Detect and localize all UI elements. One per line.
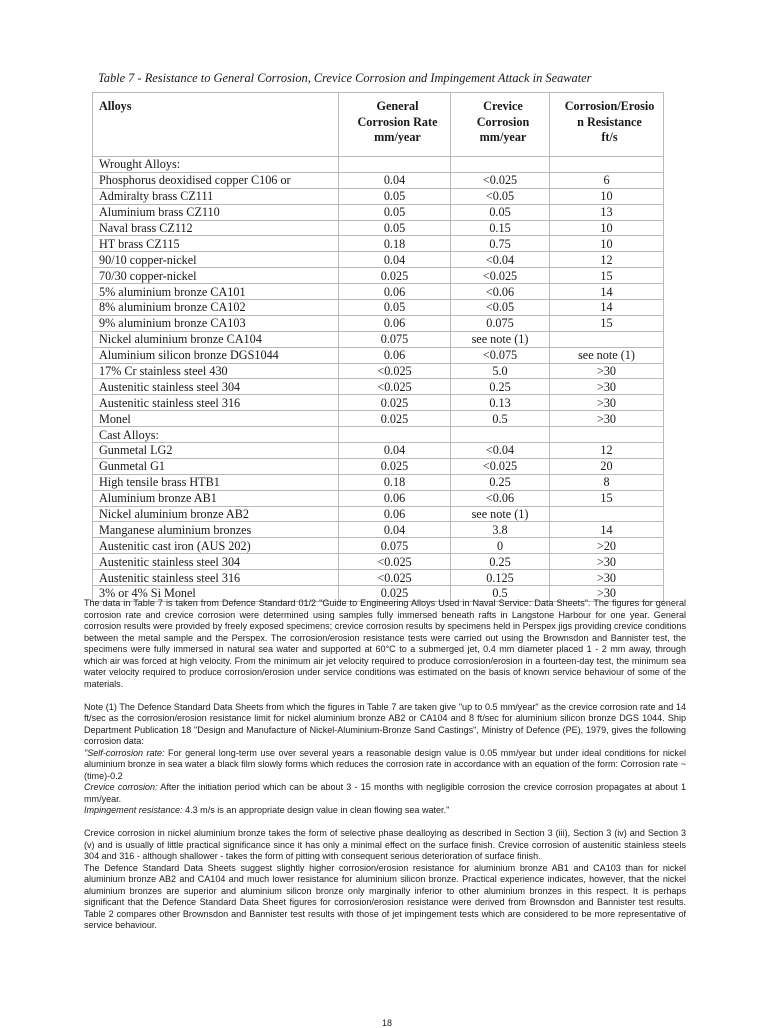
cell-alloy: High tensile brass HTB1 (93, 474, 339, 490)
header-line: n Resistance (577, 114, 642, 129)
table-row (93, 506, 664, 522)
cell-alloy: 70/30 copper-nickel (93, 268, 339, 284)
table-row (93, 347, 664, 363)
cell-crevice-rate (451, 157, 550, 173)
cell-crevice-rate: 0.15 (451, 220, 550, 236)
cell-alloy: Nickel aluminium bronze AB2 (93, 506, 339, 522)
cell-alloy: 5% aluminium bronze CA101 (93, 284, 339, 300)
cell-crevice-rate (451, 427, 550, 443)
cell-general-rate: 0.05 (339, 204, 451, 220)
cell-erosion-resistance: 8 (550, 474, 664, 490)
cell-crevice-rate: <0.04 (451, 443, 550, 459)
cell-crevice-rate: 0.25 (451, 554, 550, 570)
cell-erosion-resistance: see note (1) (550, 347, 664, 363)
cell-crevice-rate: 0.13 (451, 395, 550, 411)
impingement-label: Impingement resistance: (84, 805, 183, 815)
cell-crevice-rate: 0.5 (451, 411, 550, 427)
cell-general-rate: 0.06 (339, 506, 451, 522)
paragraph-erosion-resistance: The Defence Standard Data Sheets suggest slightly higher corrosion/erosion resistance for aluminium bronze AB1 and CA103 than for nickel aluminium bronze AB2 and CA104 and much lower resistance for aluminium silicon bronze. Practical experience indicates, however, that the nickel aluminium bronzes are superior and aluminium silicon bronze only marginally inferior to other aluminium bronzes in this respect. It is perhaps significant that the Defence Standard Data Sheet figures for corrosion/erosion resistance were derived from Brownsdon and Bannister test results. Table 2 compares other Brownsdon and Bannister test results with those of jet impingement tests which are considered to be more representative of service behaviour. (84, 862, 686, 930)
cell-alloy: Gunmetal G1 (93, 458, 339, 474)
cell-alloy: Gunmetal LG2 (93, 443, 339, 459)
table-row (93, 379, 664, 395)
page-number: 18 (382, 1018, 393, 1028)
cell-general-rate (339, 157, 451, 173)
self-corrosion-text: For general long-term use over several years a reasonable design value is 0.05 mm/year but under ideal conditions for nickel aluminium bronze in sea water a black film slowly forms which reduces the corrosion rate in accordance with an equation of the form: Corrosion rate ~ (time)-0.2 (84, 747, 686, 781)
header-erosion-resistance (550, 93, 664, 157)
header-line: ft/s (601, 130, 618, 144)
header-line: Crevice (483, 99, 523, 113)
table-row (93, 570, 664, 586)
cell-general-rate: 0.025 (339, 268, 451, 284)
cell-erosion-resistance: >30 (550, 363, 664, 379)
cell-crevice-rate: <0.04 (451, 252, 550, 268)
cell-erosion-resistance: >30 (550, 411, 664, 427)
cell-general-rate: 0.04 (339, 172, 451, 188)
cell-alloy: 17% Cr stainless steel 430 (93, 363, 339, 379)
cell-crevice-rate: <0.06 (451, 490, 550, 506)
cell-erosion-resistance: >30 (550, 395, 664, 411)
cell-general-rate: 0.05 (339, 188, 451, 204)
cell-erosion-resistance (550, 506, 664, 522)
cell-crevice-rate: see note (1) (451, 506, 550, 522)
paragraph-crevice (84, 782, 686, 805)
cell-general-rate: 0.04 (339, 443, 451, 459)
cell-crevice-rate: 0.075 (451, 315, 550, 331)
header-alloys: Alloys (93, 93, 339, 157)
header-line: General (376, 99, 419, 113)
cell-crevice-rate: 0.5 (451, 586, 550, 602)
cell-erosion-resistance: 14 (550, 522, 664, 538)
crevice-text: After the initiation period which can be about 3 - 15 months with negligible corrosion the crevice corrosion propagates at about 1 mm/year. (84, 782, 687, 804)
cell-erosion-resistance: 10 (550, 220, 664, 236)
cell-crevice-rate: 0 (451, 538, 550, 554)
table-row (93, 538, 664, 554)
table-row (93, 427, 664, 443)
cell-erosion-resistance: 14 (550, 300, 664, 316)
cell-erosion-resistance: >20 (550, 538, 664, 554)
cell-alloy: 90/10 copper-nickel (93, 252, 339, 268)
cell-general-rate: <0.025 (339, 379, 451, 395)
cell-crevice-rate: <0.075 (451, 347, 550, 363)
cell-alloy: Manganese aluminium bronzes (93, 522, 339, 538)
cell-crevice-rate: <0.025 (451, 458, 550, 474)
header-line: mm/year (374, 130, 421, 144)
cell-general-rate: 0.04 (339, 252, 451, 268)
table-row (93, 300, 664, 316)
cell-general-rate: 0.06 (339, 315, 451, 331)
cell-general-rate: 0.025 (339, 411, 451, 427)
table-row (93, 252, 664, 268)
table-caption: Table 7 - Resistance to General Corrosion, Crevice Corrosion and Impingement Attack in Seawater (98, 71, 592, 85)
paragraph-self-corrosion (84, 748, 686, 783)
cell-erosion-resistance: 14 (550, 284, 664, 300)
header-crevice-corrosion (451, 93, 550, 157)
table-row (93, 157, 664, 173)
body-text-block (84, 598, 686, 932)
table-row (93, 188, 664, 204)
table-row (93, 268, 664, 284)
cell-crevice-rate: 0.125 (451, 570, 550, 586)
paragraph-note-intro: Note (1) The Defence Standard Data Sheets from which the figures in Table 7 are taken give "up to 0.5 mm/year" as the crevice corrosion rate and 14 ft/sec as the corrosion/erosion resistance limit for nickel aluminium bronze AB2 or CA104 and 8 ft/sec for aluminium silicon bronze DGS 1044. Ship Department Publication 18 "Design and Manufacture of Nickel-Aluminium-Bronze Sand Castings", Ministry of Defence (PE), 1979, gives the following corrosion data: (84, 701, 686, 746)
cell-erosion-resistance (550, 427, 664, 443)
cell-alloy: Aluminium bronze AB1 (93, 490, 339, 506)
cell-erosion-resistance: >30 (550, 554, 664, 570)
cell-alloy: Wrought Alloys: (93, 157, 339, 173)
table-row (93, 284, 664, 300)
cell-alloy: 8% aluminium bronze CA102 (93, 300, 339, 316)
table-row (93, 172, 664, 188)
table-body (93, 157, 664, 602)
cell-erosion-resistance: 15 (550, 315, 664, 331)
cell-alloy: Aluminium brass CZ110 (93, 204, 339, 220)
cell-general-rate: 0.025 (339, 395, 451, 411)
table-row (93, 458, 664, 474)
header-general-corrosion (339, 93, 451, 157)
cell-erosion-resistance: 10 (550, 188, 664, 204)
cell-erosion-resistance: 10 (550, 236, 664, 252)
cell-general-rate: 0.075 (339, 538, 451, 554)
cell-alloy: Monel (93, 411, 339, 427)
cell-alloy: 9% aluminium bronze CA103 (93, 315, 339, 331)
cell-alloy: Nickel aluminium bronze CA104 (93, 331, 339, 347)
header-line: mm/year (479, 130, 527, 144)
cell-alloy: Naval brass CZ112 (93, 220, 339, 236)
table-row (93, 220, 664, 236)
self-corrosion-label: "Self-corrosion rate: (84, 747, 165, 758)
table-row (93, 236, 664, 252)
cell-general-rate: 0.06 (339, 284, 451, 300)
cell-crevice-rate: 0.75 (451, 236, 550, 252)
cell-general-rate: 0.06 (339, 347, 451, 363)
cell-alloy: Admiralty brass CZ111 (93, 188, 339, 204)
cell-general-rate: 0.05 (339, 220, 451, 236)
cell-alloy: Aluminium silicon bronze DGS1044 (93, 347, 339, 363)
cell-erosion-resistance (550, 157, 664, 173)
header-line: Corrosion (476, 114, 530, 129)
cell-crevice-rate: <0.06 (451, 284, 550, 300)
cell-general-rate: 0.06 (339, 490, 451, 506)
cell-general-rate (339, 427, 451, 443)
table-row (93, 315, 664, 331)
cell-erosion-resistance: 12 (550, 252, 664, 268)
cell-erosion-resistance: 15 (550, 490, 664, 506)
paragraph-crevice-dealloying: Crevice corrosion in nickel aluminium bronze takes the form of selective phase dealloying as described in Section 3 (iii), Section 3 (iv) and Section 3 (v) and is usually of little practical significance since it has only a minimal effect on the surface finish. Crevice corrosion of austenitic stainless steels 304 and 316 - although shallower - takes the form of pitting with consequent serious deterioration of surface finish. (84, 828, 686, 861)
cell-crevice-rate: 5.0 (451, 363, 550, 379)
cell-general-rate: 0.075 (339, 331, 451, 347)
cell-general-rate: 0.18 (339, 236, 451, 252)
impingement-text: 4.3 m/s is an appropriate design value in clean flowing sea water." (182, 805, 450, 815)
paragraph-impingement (84, 805, 686, 817)
table-row (93, 331, 664, 347)
cell-alloy: HT brass CZ115 (93, 236, 339, 252)
cell-general-rate: 0.04 (339, 522, 451, 538)
table-row (93, 554, 664, 570)
cell-crevice-rate: 3.8 (451, 522, 550, 538)
cell-erosion-resistance (550, 331, 664, 347)
cell-crevice-rate: <0.05 (451, 188, 550, 204)
cell-alloy: Austenitic stainless steel 304 (93, 554, 339, 570)
paragraph-data-source: The data in Table 7 is taken from Defence Standard 01/2 "Guide to Engineering Alloys Used in Naval Service: Data Sheets". The figures for general corrosion rate and crevice corrosion were determined using samples fully immersed beneath rafts in Langstone Harbour for one year. General corrosion results were provided by freely exposed specimens; crevice corrosion results by specimens held in Perspex jigs providing crevice conditions between the metal sample and the Perspex. The corrosion/erosion resistance tests were carried out using the Brownsdon and Bannister test, the specimens were fully immersed in natural sea water and supported at 60°C to a submerged jet, 0.4 mm diameter placed 1 - 2 mm away, through which air was forced at high velocity. From the minimum air jet velocity required to produce corrosion/erosion in a fourteen-day test, the minimum sea water velocity required to produce corrosion/erosion under service conditions was estimated on the basis of known service behaviour of some of the materials. (84, 598, 686, 689)
cell-alloy: Phosphorus deoxidised copper C106 or (93, 172, 339, 188)
table-row (93, 411, 664, 427)
cell-general-rate: 0.025 (339, 586, 451, 602)
table-row (93, 443, 664, 459)
cell-general-rate: <0.025 (339, 363, 451, 379)
corrosion-table (92, 92, 664, 602)
cell-crevice-rate: <0.05 (451, 300, 550, 316)
cell-erosion-resistance: >30 (550, 570, 664, 586)
cell-alloy: Austenitic stainless steel 304 (93, 379, 339, 395)
cell-alloy: Cast Alloys: (93, 427, 339, 443)
cell-erosion-resistance: 20 (550, 458, 664, 474)
table-header-row (93, 93, 664, 157)
table-row (93, 395, 664, 411)
cell-general-rate: <0.025 (339, 554, 451, 570)
table-row (93, 363, 664, 379)
cell-crevice-rate: <0.025 (451, 172, 550, 188)
cell-general-rate: 0.18 (339, 474, 451, 490)
header-line: Corrosion Rate (357, 114, 438, 129)
table-row (93, 474, 664, 490)
cell-erosion-resistance: >30 (550, 586, 664, 602)
cell-alloy: Austenitic stainless steel 316 (93, 395, 339, 411)
table-row (93, 204, 664, 220)
cell-erosion-resistance: 6 (550, 172, 664, 188)
cell-general-rate: 0.025 (339, 458, 451, 474)
cell-alloy: Austenitic cast iron (AUS 202) (93, 538, 339, 554)
cell-crevice-rate: 0.25 (451, 474, 550, 490)
cell-crevice-rate: <0.025 (451, 268, 550, 284)
header-line: Corrosion/Erosio (564, 99, 655, 113)
cell-erosion-resistance: 15 (550, 268, 664, 284)
cell-crevice-rate: 0.05 (451, 204, 550, 220)
cell-alloy: 3% or 4% Si Monel (93, 586, 339, 602)
cell-crevice-rate: see note (1) (451, 331, 550, 347)
cell-general-rate: <0.025 (339, 570, 451, 586)
table-row (93, 490, 664, 506)
cell-alloy: Austenitic stainless steel 316 (93, 570, 339, 586)
cell-general-rate: 0.05 (339, 300, 451, 316)
cell-erosion-resistance: >30 (550, 379, 664, 395)
cell-erosion-resistance: 12 (550, 443, 664, 459)
cell-crevice-rate: 0.25 (451, 379, 550, 395)
cell-erosion-resistance: 13 (550, 204, 664, 220)
table-row (93, 522, 664, 538)
crevice-label: Crevice corrosion: (84, 782, 158, 792)
